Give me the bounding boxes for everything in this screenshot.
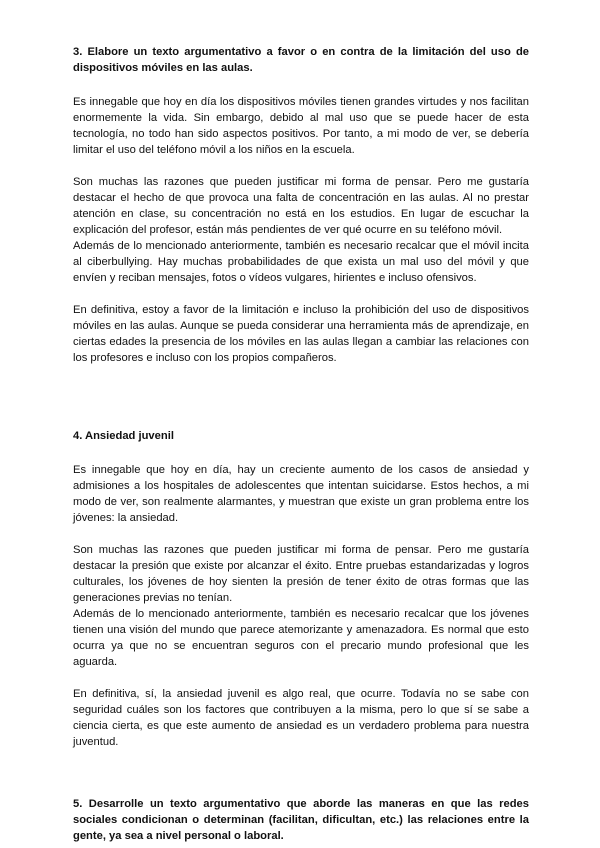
section-4-paragraph-3: Además de lo mencionado anteriormente, también es necesario recalcar que los jóvenes tienen una visión del mundo que parece atemorizante y amenazadora. Es normal que esto ocurra ya que no se encuentran seguros con el precario mundo profesional que les aguarda.: [73, 608, 529, 668]
section-5: [73, 796, 529, 844]
section-4-paragraph-1: Es innegable que hoy en día, hay un creciente aumento de los casos de ansiedad y admisiones a los hospitales de adolescentes que intentan suicidarse. Estos hechos, a mi modo de ver, son realmente alarmantes, y muestran que existe un gran problema entre los jóvenes: la ansiedad.: [73, 464, 529, 524]
section-4: [73, 428, 529, 750]
section-4-paragraph-2: Son muchas las razones que pueden justificar mi forma de pensar. Pero me gustaría destacar la presión que existe por alcanzar el éxito. Entre pruebas estandarizadas y logros culturales, los jóvenes de hoy sienten la presión de tener éxito de otras formas que las generaciones previas no tenían.: [73, 544, 529, 604]
section-3-paragraph-2: Son muchas las razones que pueden justificar mi forma de pensar. Pero me gustaría destacar el hecho de que provoca una falta de concentración en las aulas. Al no prestar atención en clase, su concentración no está en los estudios. En lugar de escuchar la explicación del profesor, están más pendientes de ver qué ocurre en su teléfono móvil.: [73, 176, 529, 236]
section-3-paragraph-4: En definitiva, estoy a favor de la limitación e incluso la prohibición del uso de dispositivos móviles en las aulas. Aunque se pueda considerar una herramienta más de aprendizaje, en ciertas edades la presencia de los móviles en las aulas llegan a cambiar las relaciones con los profesores e incluso con los propios compañeros.: [73, 304, 529, 364]
section-4-paragraph-4: En definitiva, sí, la ansiedad juvenil es algo real, que ocurre. Todavía no se sabe con seguridad cuáles son los factores que contribuyen a la misma, pero lo que sí se sabe a ciencia cierta, es que este aumento de ansiedad es un verdadero problema para nuestra juventud.: [73, 688, 529, 748]
section-3-paragraph-3: Además de lo mencionado anteriormente, también es necesario recalcar que el móvil incita al ciberbullying. Hay muchas probabilidades de que exista un mal uso del móvil y que envíen y reciban mensajes, fotos o vídeos vulgares, hirientes e incluso ofensivos.: [73, 240, 529, 284]
document-page: [73, 44, 529, 844]
section-3: [73, 44, 529, 366]
section-5-title: 5. Desarrolle un texto argumentativo que aborde las maneras en que las redes sociales condicionan o determinan (facilitan, dificultan, etc.) las relaciones entre la gente, ya sea a nivel personal o laboral.: [73, 798, 529, 842]
section-4-title: 4. Ansiedad juvenil: [73, 430, 174, 442]
section-3-paragraph-1: Es innegable que hoy en día los dispositivos móviles tienen grandes virtudes y nos facilitan enormemente la vida. Sin embargo, debido al mal uso que se puede hacer de esta tecnología, no todo han sido aspectos positivos. Por tanto, a mi modo de ver, se debería limitar el uso del teléfono móvil a los niños en la escuela.: [73, 96, 529, 156]
section-3-title: 3. Elabore un texto argumentativo a favor o en contra de la limitación del uso de dispositivos móviles en las aulas.: [73, 46, 529, 74]
